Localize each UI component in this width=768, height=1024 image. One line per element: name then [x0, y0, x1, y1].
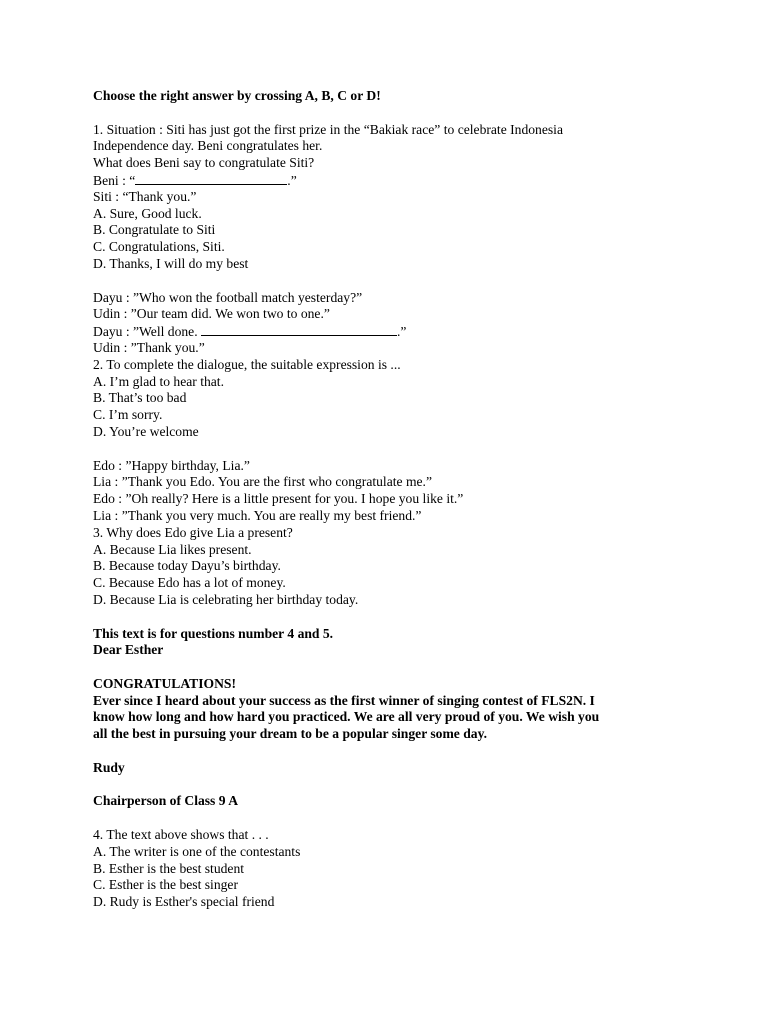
q1-beni-suffix: .”: [287, 172, 297, 188]
q2-dialogue-4: Udin : ”Thank you.”: [93, 339, 205, 355]
q4-option-b: B. Esther is the best student: [93, 860, 245, 876]
letter-heading: CONGRATULATIONS!: [93, 675, 236, 691]
q3-dialogue-2: Lia : ”Thank you Edo. You are the first who congratulate me.”: [93, 474, 432, 490]
q2-answer-blank: [201, 323, 397, 336]
q2-option-a: A. I’m glad to hear that.: [93, 373, 224, 389]
q1-option-b: B. Congratulate to Siti: [93, 222, 216, 238]
letter-sender-title: Chairperson of Class 9 A: [93, 793, 239, 809]
q1-beni-prefix: Beni : “: [93, 172, 136, 188]
q3-option-a: A. Because Lia likes present.: [93, 541, 252, 557]
q4-option-d: D. Rudy is Esther's special friend: [93, 894, 275, 910]
q2-question: 2. To complete the dialogue, the suitable expression is ...: [93, 356, 401, 372]
q1-option-d: D. Thanks, I will do my best: [93, 255, 249, 271]
instruction-heading: Choose the right answer by crossing A, B, C or D!: [93, 88, 381, 103]
letter-body-line1: Ever since I heard about your success as the first winner of singing contest of FLS2N. I: [93, 692, 595, 708]
q3-option-b: B. Because today Dayu’s birthday.: [93, 558, 281, 574]
q1-situation-line2: Independence day. Beni congratulates her.: [93, 138, 323, 154]
letter-sender: Rudy: [93, 759, 125, 775]
worksheet-page: [93, 88, 693, 911]
q1-option-c: C. Congratulations, Siti.: [93, 239, 225, 255]
letter-intro: This text is for questions number 4 and 5.: [93, 625, 334, 641]
q4-question: 4. The text above shows that . . .: [93, 827, 269, 843]
q2-option-d: D. You’re welcome: [93, 423, 199, 439]
q3-dialogue-3: Edo : ”Oh really? Here is a little present for you. I hope you like it.”: [93, 491, 464, 507]
q1-beni-line: [93, 172, 693, 189]
q2-dialogue-1: Dayu : ”Who won the football match yesterday?”: [93, 289, 363, 305]
q4-option-a: A. The writer is one of the contestants: [93, 843, 301, 859]
q3-option-d: D. Because Lia is celebrating her birthday today.: [93, 591, 359, 607]
q4-option-c: C. Esther is the best singer: [93, 877, 238, 893]
q1-situation-line1: 1. Situation : Siti has just got the first prize in the “Bakiak race” to celebrate Indonesia: [93, 121, 563, 137]
q1-option-a: A. Sure, Good luck.: [93, 205, 202, 221]
q1-siti-line: Siti : “Thank you.”: [93, 188, 197, 204]
q3-option-c: C. Because Edo has a lot of money.: [93, 575, 286, 591]
q2-dialogue-3: [93, 323, 693, 340]
q2-dialogue-3-prefix: Dayu : ”Well done.: [93, 324, 201, 340]
q1-answer-blank: [135, 172, 287, 185]
q2-dialogue-2: Udin : ”Our team did. We won two to one.”: [93, 306, 330, 322]
letter-body-line3: all the best in pursuing your dream to be a popular singer some day.: [93, 726, 488, 742]
q3-dialogue-4: Lia : ”Thank you very much. You are really my best friend.”: [93, 507, 422, 523]
q2-dialogue-3-suffix: .”: [397, 324, 407, 340]
q2-option-c: C. I’m sorry.: [93, 407, 163, 423]
q3-dialogue-1: Edo : ”Happy birthday, Lia.”: [93, 457, 250, 473]
q2-option-b: B. That’s too bad: [93, 390, 187, 406]
letter-greeting: Dear Esther: [93, 642, 164, 658]
q1-question: What does Beni say to congratulate Siti?: [93, 155, 315, 171]
q3-question: 3. Why does Edo give Lia a present?: [93, 524, 293, 540]
letter-body-line2: know how long and how hard you practiced. We are all very proud of you. We wish you: [93, 709, 600, 725]
